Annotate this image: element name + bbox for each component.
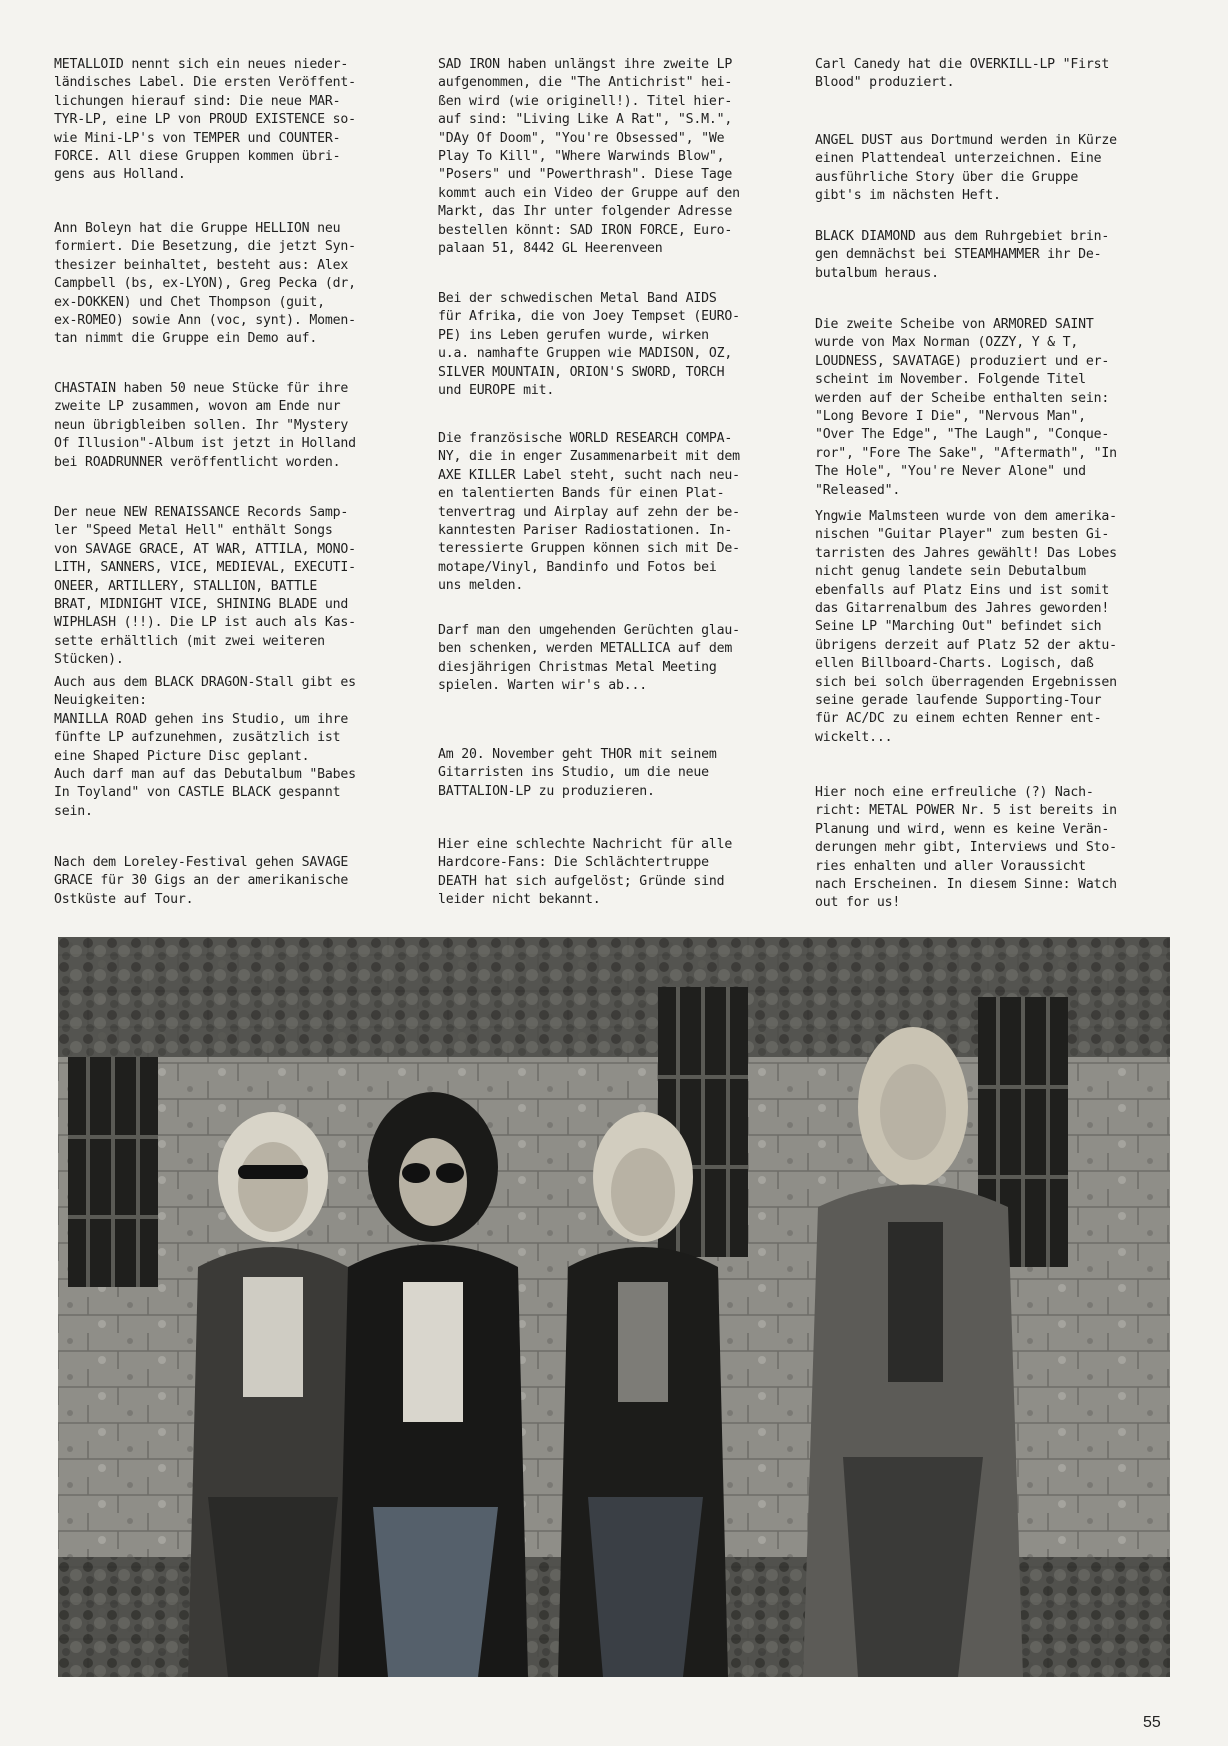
page-number: 55 bbox=[1143, 1714, 1161, 1731]
news-item-chastain: CHASTAIN haben 50 neue Stücke für ihre zweite LP zusammen, wovon am Ende nur neun übrigbleiben sollen. Ihr "Mystery Of Illusion"-Album ist jetzt in Holland bei ROADRUNNER veröffentlicht worden. bbox=[54, 381, 356, 470]
news-item-black-dragon: Auch aus dem BLACK DRAGON-Stall gibt es Neuigkeiten: MANILLA ROAD gehen ins Studio, um ihre fünfte LP aufzunehmen, zusätzlich ist eine Shaped Picture Disc geplant. Auch darf man auf das Debutalbum "Babes In Toyland" von CASTLE BLACK gespannt sein. bbox=[54, 675, 356, 819]
band-photo bbox=[58, 937, 1170, 1677]
news-item-death: Hier eine schlechte Nachricht für alle Hardcore-Fans: Die Schlächtertruppe DEATH hat sich aufgelöst; Gründe sind leider nicht bekannt. bbox=[438, 837, 733, 908]
news-item-metal-power: Hier noch eine erfreuliche (?) Nach- richt: METAL POWER Nr. 5 ist bereits in Planung und wird, wenn es keine Verän- derungen mehr gibt, Interviews und Sto- ries enhalten und aller Voraussicht nach Erscheinen. In diesem Sinne: Watch out for us! bbox=[815, 785, 1117, 911]
news-item-angel-dust: ANGEL DUST aus Dortmund werden in Kürze einen Plattendeal unterzeichnen. Eine ausführliche Story über die Gruppe gibt's im nächsten Heft. bbox=[815, 133, 1117, 204]
news-item-thor: Am 20. November geht THOR mit seinem Gitarristen ins Studio, um die neue BATTALION-LP zu produzieren. bbox=[438, 747, 717, 799]
window-left bbox=[68, 1057, 158, 1287]
news-item-savage-grace: Nach dem Loreley-Festival gehen SAVAGE GRACE für 30 Gigs an der amerikanische Ostküste auf Tour. bbox=[54, 855, 349, 907]
news-item-sad-iron: SAD IRON haben unlängst ihre zweite LP aufgenommen, die "The Antichrist" hei- ßen wird (wie originell!). Titel hier- auf sind: "Living Like A Rat", "S.M.", "DAy Of Doom", "You're Obsessed", "We Play To Kill", "Where Warwinds Blow", "Posers" und "Powerthrash". Diese Tage kommt auch ein Video der Gruppe auf den Markt, das Ihr unter folgender Adresse bestellen könnt: SAD IRON FORCE, Euro- palaan 51, 8442 GL Heerenveen bbox=[438, 57, 740, 257]
news-item-black-diamond: BLACK DIAMOND aus dem Ruhrgebiet brin- gen demnächst bei STEAMHAMMER ihr De- butalbum heraus. bbox=[815, 229, 1110, 281]
news-item-world-research: Die französische WORLD RESEARCH COMPA- NY, die in enger Zusammenarbeit mit dem AXE KILLER Label steht, sucht nach neu- en talentierten Bands für einen Plat- tenvertrag und Airplay auf zehn der be- kanntesten Pariser Radiostationen. In- teressierte Gruppen können sich mit De- motape/Vinyl, Bandinfo und Fotos bei uns melden. bbox=[438, 431, 740, 594]
news-item-yngwie-malmsteen: Yngwie Malmsteen wurde von dem amerika- nischen "Guitar Player" zum besten Gi- tarristen des Jahres gewählt! Das Lobes nicht genug landete sein Debutalbum ebenfalls auf Platz Eins und ist somit das Gitarrenalbum des Jahres geworden! Seine LP "Marching Out" befindet sich übrigens derzeit auf Platz 52 der aktu- ellen Billboard-Charts. Logisch, daß sich bei solch überragenden Ergebnissen seine gerade laufende Supporting-Tour für AC/DC zu einem echten Renner ent- wickelt... bbox=[815, 509, 1117, 745]
news-item-armored-saint: Die zweite Scheibe von ARMORED SAINT wurde von Max Norman (OZZY, Y & T, LOUDNESS, SAVATAGE) produziert und er- scheint im November. Folgende Titel werden auf der Scheibe enthalten sein: "Long Bevore I Die", "Nervous Man", "Over The Edge", "The Laugh", "Conque- ror", "Fore The Sake", "Aftermath", "In The Hole", "You're Never Alone" und "Released". bbox=[815, 317, 1117, 498]
news-item-speed-metal-hell: Der neue NEW RENAISSANCE Records Samp- ler "Speed Metal Hell" enthält Songs von SAVAGE GRACE, AT WAR, ATTILA, MONO- LITH, SANNERS, VICE, MEDIEVAL, EXECUTI- ONEER, ARTILLERY, STALLION, BATTLE BRAT, MIDNIGHT VICE, SHINING BLADE und WIPHLASH (!!). Die LP ist auch als Kas- sette erhältlich (mit zwei weiteren Stücken). bbox=[54, 505, 356, 668]
news-item-metallica: Darf man den umgehenden Gerüchten glau- ben schenken, werden METALLICA auf dem diesjährigen Christmas Metal Meeting spielen. Warten wir's ab... bbox=[438, 623, 740, 694]
news-item-metalloid: METALLOID nennt sich ein neues nieder- ländisches Label. Die ersten Veröffent- lichungen hierauf sind: Die neue MAR- TYR-LP, eine LP von PROUD EXISTENCE so- wie Mini-LP's von TEMPER und COUNTER- FORCE. All diese Gruppen kommen übri- gens aus Holland. bbox=[54, 57, 356, 183]
news-item-aids-fuer-afrika: Bei der schwedischen Metal Band AIDS für Afrika, die von Joey Tempset (EURO- PE) ins Leben gerufen wurde, wirken u.a. namhafte Gruppen wie MADISON, OZ, SILVER MOUNTAIN, ORION'S SWORD, TORCH und EUROPE mit. bbox=[438, 291, 740, 399]
news-item-overkill: Carl Canedy hat die OVERKILL-LP "First Blood" produziert. bbox=[815, 57, 1110, 91]
news-item-hellion: Ann Boleyn hat die Gruppe HELLION neu formiert. Die Besetzung, die jetzt Syn- thesizer beinhaltet, besteht aus: Alex Campbell (bs, ex-LYON), Greg Pecka (dr, ex-DOKKEN) und Chet Thompson (guit, ex-ROMEO) sowie Ann (voc, synt). Momen- tan nimmt die Gruppe ein Demo auf. bbox=[54, 221, 356, 347]
